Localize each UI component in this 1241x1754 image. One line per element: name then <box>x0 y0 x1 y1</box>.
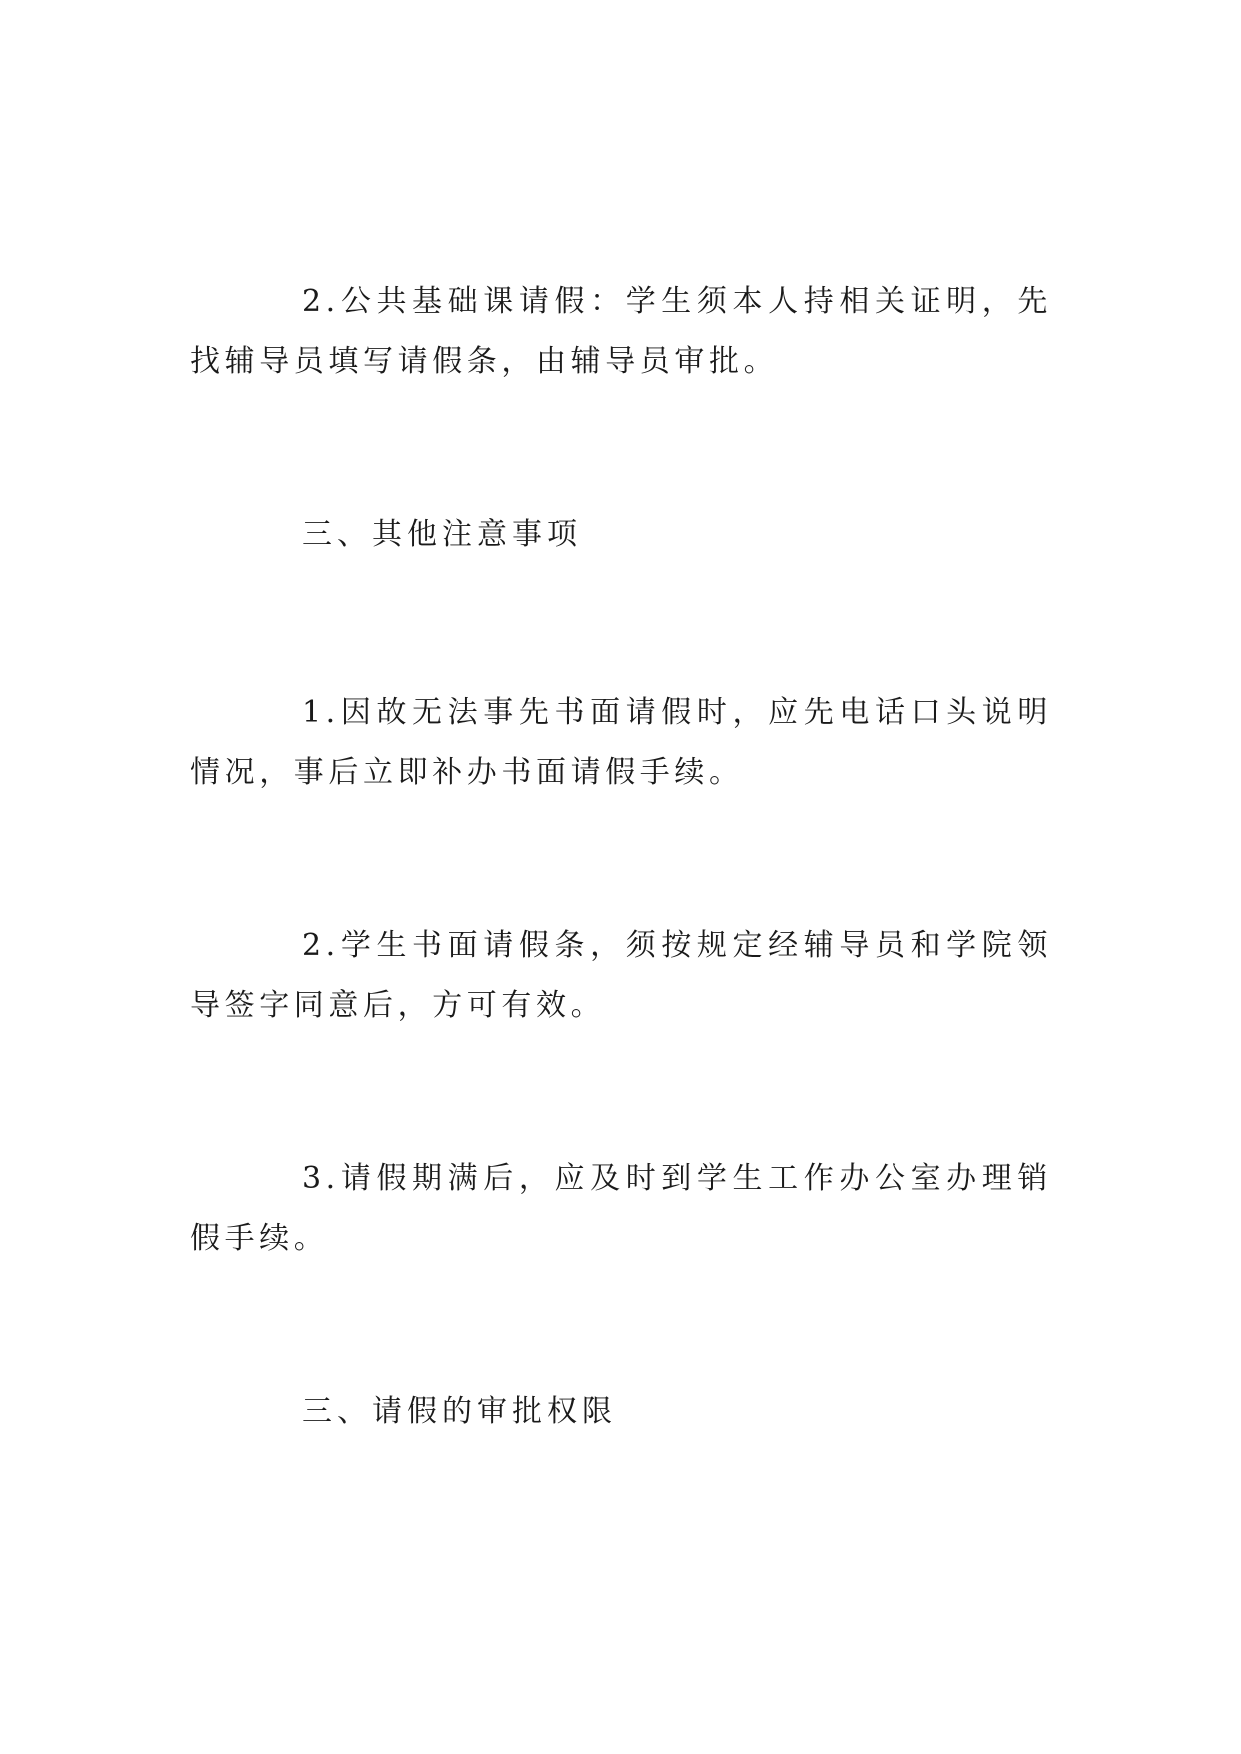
paragraph-public-course-leave: 2.公共基础课请假：学生须本人持相关证明，先找辅导员填写请假条，由辅导员审批。 <box>190 284 1052 379</box>
paragraph-note-1: 1.因故无法事先书面请假时，应先电话口头说明情况，事后立即补办书面请假手续。 <box>190 695 1052 790</box>
paragraph-note-3: 3.请假期满后，应及时到学生工作办公室办理销假手续。 <box>190 1161 1052 1256</box>
paragraph-note-2: 2.学生书面请假条，须按规定经辅导员和学院领导签字同意后，方可有效。 <box>190 928 1052 1023</box>
section-heading-approval-authority: 三、请假的审批权限 <box>302 1394 617 1429</box>
section-heading-other-notes: 三、其他注意事项 <box>302 517 582 552</box>
